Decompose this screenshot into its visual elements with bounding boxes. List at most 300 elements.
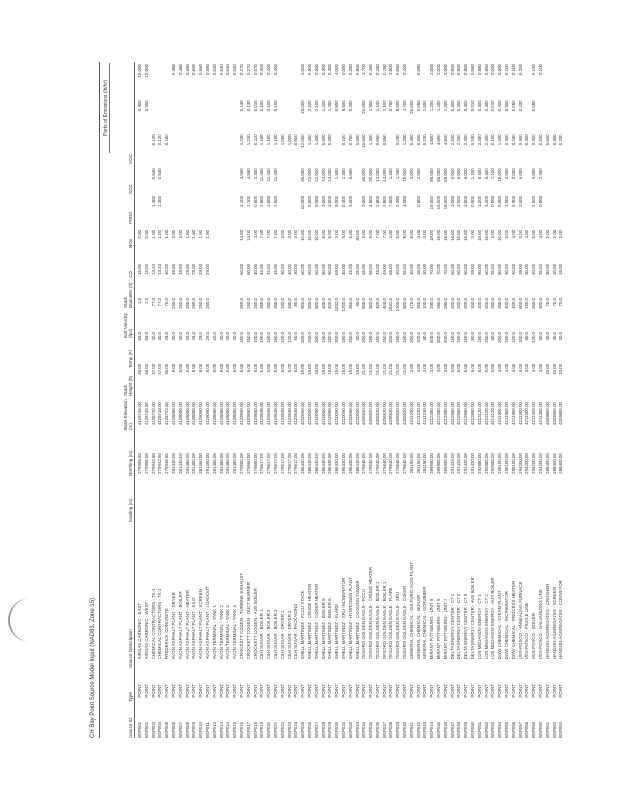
table-cell: 292880.00 bbox=[476, 453, 482, 474]
table-cell: 11.400 bbox=[259, 168, 265, 182]
table-cell: 288400.00 bbox=[551, 453, 557, 474]
table-row bbox=[239, 62, 246, 738]
table-row bbox=[545, 62, 552, 738]
table-cell: SHELL MARTINEZ - COKER HEATER bbox=[313, 583, 319, 660]
table-cell: 2.00 bbox=[293, 229, 299, 239]
table-cell: 4212850.00 bbox=[463, 402, 469, 426]
table-cell: 3.00 bbox=[490, 229, 496, 239]
table-cell: BSP050 bbox=[470, 721, 476, 738]
table-row bbox=[456, 62, 463, 738]
table-cell: POINT bbox=[422, 684, 428, 698]
table-cell: 0.270 bbox=[238, 64, 244, 75]
table-cell: 40.00 bbox=[279, 263, 285, 275]
table-cell: 279617.00 bbox=[266, 453, 272, 474]
table-cell: 8.00 bbox=[177, 363, 183, 373]
table-row bbox=[273, 62, 280, 738]
table-cell: 30.0 bbox=[157, 331, 163, 341]
table-cell: LOS MEDANOS ENERGY - CT 2 bbox=[483, 594, 489, 660]
table-cell bbox=[198, 98, 205, 132]
table-cell: 4212380.00 bbox=[429, 402, 435, 426]
table-cell: 1.200 bbox=[442, 100, 448, 112]
table-cell: 292880.00 bbox=[490, 453, 496, 474]
table-cell: 45.00 bbox=[347, 263, 353, 275]
table-cell: 1.200 bbox=[497, 134, 503, 146]
table-cell bbox=[409, 194, 416, 228]
table-cell: 0.480 bbox=[177, 64, 183, 75]
table-cell: 281460.00 bbox=[225, 453, 231, 474]
table-cell: 0.300 bbox=[463, 100, 469, 112]
table-cell: 1832.0 bbox=[388, 297, 394, 312]
table-cell: 400.0 bbox=[327, 297, 333, 309]
table-row bbox=[511, 62, 518, 738]
table-cell: 4206520.00 bbox=[374, 402, 380, 426]
table-cell: 6.000 bbox=[449, 168, 455, 180]
table-cell: 15.000 bbox=[442, 195, 448, 210]
table-cell: 279560.00 bbox=[245, 453, 251, 474]
table-cell bbox=[287, 98, 294, 132]
table-cell: 150.0 bbox=[245, 331, 251, 343]
table-cell: BSP028 bbox=[320, 721, 326, 738]
table-cell: 20.0 bbox=[232, 331, 238, 341]
table-cell: POINT bbox=[368, 684, 374, 698]
table-cell: 3.000 bbox=[449, 195, 455, 207]
table-cell bbox=[552, 98, 559, 132]
table-cell: 4210050.00 bbox=[354, 402, 360, 426]
table-cell: 180.0 bbox=[402, 331, 408, 343]
table-cell: 4129538.00 bbox=[259, 402, 265, 426]
table-cell: 5.00 bbox=[517, 229, 523, 239]
table-cell: 250.0 bbox=[191, 297, 197, 309]
table-cell: 2.00 bbox=[544, 229, 550, 239]
table-cell: 60.00 bbox=[245, 263, 251, 275]
table-cell: POINT bbox=[402, 684, 408, 698]
table-cell: 37.00 bbox=[150, 363, 156, 375]
table-cell: BSP034 bbox=[361, 721, 367, 738]
table-cell: DOW CHEMICAL - INCINERATOR bbox=[504, 591, 510, 660]
table-cell bbox=[545, 166, 552, 194]
table-cell: 18.00 bbox=[436, 229, 442, 241]
table-cell bbox=[552, 62, 559, 98]
table-cell: 46.00 bbox=[137, 363, 142, 375]
table-cell: 70.00 bbox=[442, 263, 448, 275]
table-cell: 5.00 bbox=[238, 363, 244, 373]
table-cell: 0.500 bbox=[544, 134, 550, 146]
table-cell: MIRANT PITTSBURG - UNIT 6 bbox=[436, 598, 442, 660]
table-cell: 0.300 bbox=[483, 100, 489, 112]
table-cell bbox=[198, 194, 205, 228]
table-row bbox=[280, 62, 287, 738]
table-cell bbox=[219, 132, 226, 166]
table-cell: 350.0 bbox=[531, 297, 537, 309]
table-cell: POINT bbox=[225, 684, 231, 698]
table-cell: 279988.50 bbox=[137, 453, 142, 474]
table-cell: 4211300.00 bbox=[538, 402, 544, 425]
column-header: Base Elevation (m) bbox=[123, 399, 133, 430]
table-cell: 5.00 bbox=[395, 229, 401, 239]
table-cell: 85.000 bbox=[429, 168, 435, 182]
table-cell: AVON TERMINAL - TANK 3 bbox=[225, 605, 231, 660]
table-row bbox=[171, 62, 178, 738]
table-cell: LOS MEDANOS ENERGY - AUX BOILER bbox=[490, 577, 496, 660]
table-cell: 150.0 bbox=[463, 331, 469, 343]
table-cell: 4.500 bbox=[429, 134, 435, 146]
table-cell bbox=[178, 98, 185, 132]
table-cell: POINT bbox=[476, 684, 482, 698]
table-row bbox=[368, 62, 375, 738]
table-cell: POINT bbox=[544, 684, 550, 698]
table-cell: BSP022 bbox=[279, 721, 285, 738]
table-cell: DELTA ENERGY CENTER - CT 1 bbox=[449, 593, 455, 660]
table-cell: 3.500 bbox=[504, 168, 510, 180]
table-cell: 0.600 bbox=[497, 64, 503, 75]
table-cell: POINT bbox=[266, 684, 272, 698]
table-cell: 13.33 bbox=[150, 263, 156, 275]
table-cell: BSP007 bbox=[177, 721, 183, 738]
table-cell: 50.00 bbox=[497, 263, 503, 275]
table-cell: 1.400 bbox=[388, 168, 394, 180]
table-cell: 1.100 bbox=[374, 100, 380, 112]
table-cell: 292880.00 bbox=[483, 453, 489, 474]
table-cell: 0.080 bbox=[415, 64, 421, 75]
table-cell: 279942.50 bbox=[157, 453, 163, 474]
table-cell: 3.000 bbox=[463, 195, 469, 207]
table-cell: 4128080.00 bbox=[204, 402, 210, 426]
table-cell: 3.00 bbox=[177, 229, 183, 239]
table-cell: 279956.00 bbox=[143, 453, 149, 474]
table-cell: 294200.00 bbox=[517, 453, 523, 474]
table-cell: 4212380.00 bbox=[436, 402, 442, 426]
table-cell: 45.00 bbox=[272, 263, 278, 275]
column-header: Source Description bbox=[128, 629, 133, 668]
table-cell bbox=[558, 166, 565, 194]
table-cell: 4211900.00 bbox=[510, 402, 516, 425]
table-cell: 4.00 bbox=[510, 229, 516, 239]
table-cell: 250.0 bbox=[204, 297, 210, 309]
table-cell: POINT bbox=[204, 684, 210, 698]
table-cell: POINT bbox=[164, 684, 170, 698]
table-cell: 35.00 bbox=[517, 263, 523, 275]
table-cell: 180.0 bbox=[286, 297, 292, 309]
table-cell: 281460.00 bbox=[191, 453, 197, 474]
table-cell: 4206520.00 bbox=[381, 402, 387, 426]
table-cell: 4129550.00 bbox=[238, 402, 244, 426]
table-cell bbox=[422, 194, 429, 228]
table-cell: 4212380.00 bbox=[442, 402, 448, 426]
table-cell: POINT bbox=[279, 684, 285, 698]
table-cell: 286430.00 bbox=[327, 453, 333, 474]
table-cell: DELTA ENERGY CENTER - AUX BOILER bbox=[470, 577, 476, 660]
table-cell: 30.00 bbox=[354, 229, 360, 241]
table-cell: POINT bbox=[177, 684, 183, 698]
table-cell: 70.0 bbox=[558, 297, 564, 307]
table-cell: BSP008 bbox=[184, 721, 190, 738]
table-cell: 0.010 bbox=[470, 100, 476, 112]
table-cell: 7.00 bbox=[266, 229, 272, 239]
table-cell: 2.000 bbox=[442, 64, 448, 75]
table-cell bbox=[212, 194, 219, 228]
table-cell: 150.0 bbox=[374, 331, 380, 343]
table-cell: 15.00 bbox=[354, 363, 360, 375]
table-cell: 4210050.00 bbox=[334, 402, 340, 426]
table-cell: 1.200 bbox=[429, 100, 435, 112]
table-cell: 4.500 bbox=[442, 134, 448, 146]
table-cell: 0.300 bbox=[327, 64, 333, 75]
table-cell: 6.400 bbox=[483, 168, 489, 180]
table-cell: 0.850 bbox=[381, 134, 387, 146]
table-cell: 4210050.00 bbox=[313, 402, 319, 426]
table-cell: 3.200 bbox=[476, 195, 482, 207]
table-cell: 30.00 bbox=[551, 263, 557, 275]
table-cell: 16.00 bbox=[449, 229, 455, 241]
table-cell: 0.900 bbox=[137, 100, 142, 112]
table-cell: 2.200 bbox=[456, 134, 462, 146]
table-cell: 280.0 bbox=[442, 297, 448, 309]
table-cell: 295100.00 bbox=[510, 453, 516, 474]
table-cell: 18.000 bbox=[497, 168, 503, 182]
table-cell: SHELL MARTINEZ - HYDROGEN PLANT bbox=[347, 577, 353, 660]
table-cell: 4209800.00 bbox=[544, 402, 550, 426]
table-cell: 281460.00 bbox=[211, 453, 217, 474]
table-cell: 4.560 bbox=[238, 168, 244, 180]
table-cell: 286430.00 bbox=[354, 453, 360, 474]
table-cell bbox=[144, 132, 151, 166]
table-cell: 8.00 bbox=[402, 229, 408, 239]
table-cell: 4128080.00 bbox=[184, 402, 190, 426]
table-cell bbox=[225, 166, 232, 194]
table-cell bbox=[388, 132, 395, 166]
table-cell: 3.00 bbox=[470, 229, 476, 239]
table-cell: 4.00 bbox=[538, 229, 544, 239]
table-cell: 30.00 bbox=[524, 263, 530, 275]
table-cell: 0.150 bbox=[531, 64, 537, 75]
table-cell: 0.200 bbox=[347, 100, 353, 112]
table-cell: BSP004 bbox=[157, 721, 163, 738]
table-cell bbox=[287, 62, 294, 98]
table-row bbox=[157, 62, 164, 738]
table-cell: 500.0 bbox=[361, 297, 367, 309]
table-cell: 4128080.00 bbox=[232, 402, 238, 426]
table-cell: 150.0 bbox=[483, 331, 489, 343]
table-cell: POINT bbox=[218, 684, 224, 698]
table-row bbox=[293, 62, 300, 738]
table-cell bbox=[198, 166, 205, 194]
table-cell: POINT bbox=[286, 684, 292, 698]
table-cell: 100.0 bbox=[517, 331, 523, 343]
table-cell: 0.050 bbox=[510, 100, 516, 112]
table-cell: 0.900 bbox=[143, 100, 149, 112]
table-row bbox=[246, 62, 253, 738]
table-cell: 30.00 bbox=[544, 263, 550, 275]
table-cell bbox=[225, 228, 232, 262]
table-cell: POINT bbox=[429, 684, 435, 698]
table-cell: 4.00 bbox=[538, 363, 544, 373]
table-cell: 3.00 bbox=[334, 229, 340, 239]
table-cell bbox=[171, 194, 178, 228]
table-cell: 29.00 bbox=[191, 263, 197, 275]
scan-binding-mark bbox=[8, 598, 44, 642]
table-cell: BSP040 bbox=[402, 721, 408, 738]
table-cell: 279640.00 bbox=[381, 453, 387, 474]
table-cell: 0.120 bbox=[157, 134, 163, 146]
table-row bbox=[205, 62, 212, 738]
table-cell: BSP060 bbox=[538, 721, 544, 738]
table-row bbox=[558, 62, 565, 738]
table-row bbox=[219, 62, 226, 738]
table-cell: BSP057 bbox=[517, 721, 523, 738]
table-cell: 40.00 bbox=[395, 263, 401, 275]
table-cell: 500.0 bbox=[442, 331, 448, 343]
table-cell: 0.100 bbox=[490, 134, 496, 146]
table-cell: 279946.50 bbox=[164, 453, 170, 474]
table-cell: 8.00 bbox=[225, 363, 231, 373]
table-cell: 4211230.00 bbox=[422, 402, 428, 425]
table-cell: 5.00 bbox=[463, 363, 469, 373]
table-cell: POINT bbox=[211, 684, 217, 698]
table-cell: 289950.00 bbox=[442, 453, 448, 474]
table-cell: POINT bbox=[415, 684, 421, 698]
table-cell: BSP001 bbox=[137, 721, 142, 738]
table-cell: 2.200 bbox=[463, 134, 469, 146]
table-cell: 11.400 bbox=[272, 168, 278, 182]
table-cell: POINT bbox=[558, 684, 564, 698]
table-cell: BSP005 bbox=[164, 721, 170, 738]
table-cell: 291420.00 bbox=[449, 453, 455, 474]
table-cell: 1.000 bbox=[279, 134, 285, 146]
table-cell: 22.000 bbox=[361, 100, 367, 114]
table-cell: 4.00 bbox=[497, 363, 503, 373]
table-cell: 0.500 bbox=[504, 100, 510, 112]
table-cell bbox=[164, 166, 171, 194]
table-cell: AVON ASPHALT PLANT - BOILER bbox=[177, 591, 183, 660]
table-cell bbox=[355, 98, 362, 132]
table-cell: 4125745.00 bbox=[137, 402, 142, 426]
table-cell: 2.100 bbox=[238, 195, 244, 207]
table-row bbox=[552, 62, 559, 738]
table-cell: 4206520.00 bbox=[395, 402, 401, 426]
table-cell bbox=[212, 166, 219, 194]
table-cell: 1.400 bbox=[306, 134, 312, 146]
table-cell: 1.00 bbox=[157, 229, 163, 239]
table-cell: POINT bbox=[524, 684, 530, 698]
table-cell: 4.00 bbox=[504, 363, 510, 373]
table-cell: POINT bbox=[361, 684, 367, 698]
table-cell: 4.560 bbox=[245, 168, 251, 180]
table-cell: GENERAL CHEMICAL - BOILER bbox=[415, 594, 421, 660]
table-cell: 150.0 bbox=[524, 297, 530, 309]
table-cell: POINT bbox=[395, 684, 401, 698]
table-cell bbox=[212, 262, 219, 296]
table-cell: BSP033 bbox=[354, 721, 360, 738]
table-cell bbox=[185, 166, 192, 194]
table-cell bbox=[205, 132, 212, 166]
table-cell: 13.000 bbox=[374, 168, 380, 182]
table-cell: 15.00 bbox=[137, 263, 142, 275]
table-cell: POINT bbox=[293, 684, 299, 698]
table-cell: 0.600 bbox=[252, 195, 258, 207]
table-cell: 288400.00 bbox=[544, 453, 550, 474]
table-cell bbox=[137, 166, 144, 194]
table-cell: 10.500 bbox=[361, 134, 367, 148]
table-cell bbox=[225, 98, 232, 132]
column-header: CO bbox=[128, 271, 133, 278]
table-cell: 3.00 bbox=[436, 363, 442, 373]
table-cell: 600.0 bbox=[517, 297, 523, 309]
table-cell: 180.0 bbox=[266, 331, 272, 343]
table-cell: 8.00 bbox=[211, 363, 217, 373]
table-row bbox=[321, 62, 328, 738]
table-cell: 200.0 bbox=[497, 331, 503, 343]
table-cell: 4211230.00 bbox=[415, 402, 421, 425]
table-cell: 0.800 bbox=[463, 64, 469, 75]
table-cell: 1.230 bbox=[245, 134, 251, 146]
table-cell: POINT bbox=[259, 684, 265, 698]
table-cell: 8.00 bbox=[408, 229, 414, 239]
table-cell: 4128080.00 bbox=[211, 402, 217, 426]
table-cell: 4129550.00 bbox=[245, 402, 251, 426]
table-cell: 3.200 bbox=[483, 195, 489, 207]
table-cell bbox=[524, 98, 531, 132]
table-cell: 500.0 bbox=[429, 331, 435, 343]
table-cell: POINT bbox=[551, 684, 557, 698]
table-cell: 16.00 bbox=[483, 229, 489, 241]
table-cell: 20.000 bbox=[368, 168, 374, 182]
table-cell: TESORO GOLDEN EAGLE - FCCU bbox=[361, 589, 367, 660]
table-cell: 0.130 bbox=[238, 100, 244, 112]
table-cell: 4.000 bbox=[334, 64, 340, 75]
table-cell: 60.00 bbox=[456, 263, 462, 275]
table-cell: POINT bbox=[306, 684, 312, 698]
table-cell: 279617.00 bbox=[279, 453, 285, 474]
table-cell bbox=[205, 98, 212, 132]
table-cell: 200.0 bbox=[306, 331, 312, 343]
table-cell: 60.00 bbox=[306, 263, 312, 275]
table-cell: 4.000 bbox=[402, 195, 408, 207]
table-cell: 0.200 bbox=[517, 64, 523, 75]
table-cell: C&H SUGAR - PACKAGING bbox=[293, 603, 299, 660]
table-row bbox=[355, 62, 362, 738]
table-cell: 350.0 bbox=[347, 297, 353, 309]
table-cell: BSP038 bbox=[388, 721, 394, 738]
table-row bbox=[225, 62, 232, 738]
table-cell: 4.00 bbox=[531, 363, 537, 373]
table-cell bbox=[219, 166, 226, 194]
table-cell bbox=[232, 296, 239, 330]
table-cell: 60.0 bbox=[293, 331, 299, 341]
table-cell: 150.0 bbox=[320, 331, 326, 343]
table-cell: 1832.0 bbox=[334, 297, 340, 312]
table-cell: 16.00 bbox=[476, 229, 482, 241]
table-cell: 3.800 bbox=[388, 64, 394, 75]
table-cell: 2.000 bbox=[429, 64, 435, 75]
table-cell: POINT bbox=[334, 684, 340, 698]
table-row bbox=[443, 62, 450, 738]
table-cell: 0.270 bbox=[245, 64, 251, 75]
table-cell: 40.00 bbox=[252, 263, 258, 275]
table-cell: 0.500 bbox=[354, 134, 360, 146]
table-cell bbox=[164, 98, 171, 132]
table-cell: 22.000 bbox=[313, 168, 319, 182]
table-cell: 1.50 bbox=[204, 229, 210, 239]
table-cell: 25.000 bbox=[408, 100, 414, 114]
table-cell: 10.00 bbox=[300, 229, 306, 241]
table-row bbox=[191, 62, 198, 738]
table-cell: 40.00 bbox=[286, 263, 292, 275]
table-cell: 150.0 bbox=[347, 331, 353, 343]
table-cell: 3.00 bbox=[279, 229, 285, 239]
table-cell: 2.500 bbox=[259, 195, 265, 207]
table-cell: BSP024 bbox=[293, 721, 299, 738]
table-cell: 1.900 bbox=[368, 100, 374, 112]
